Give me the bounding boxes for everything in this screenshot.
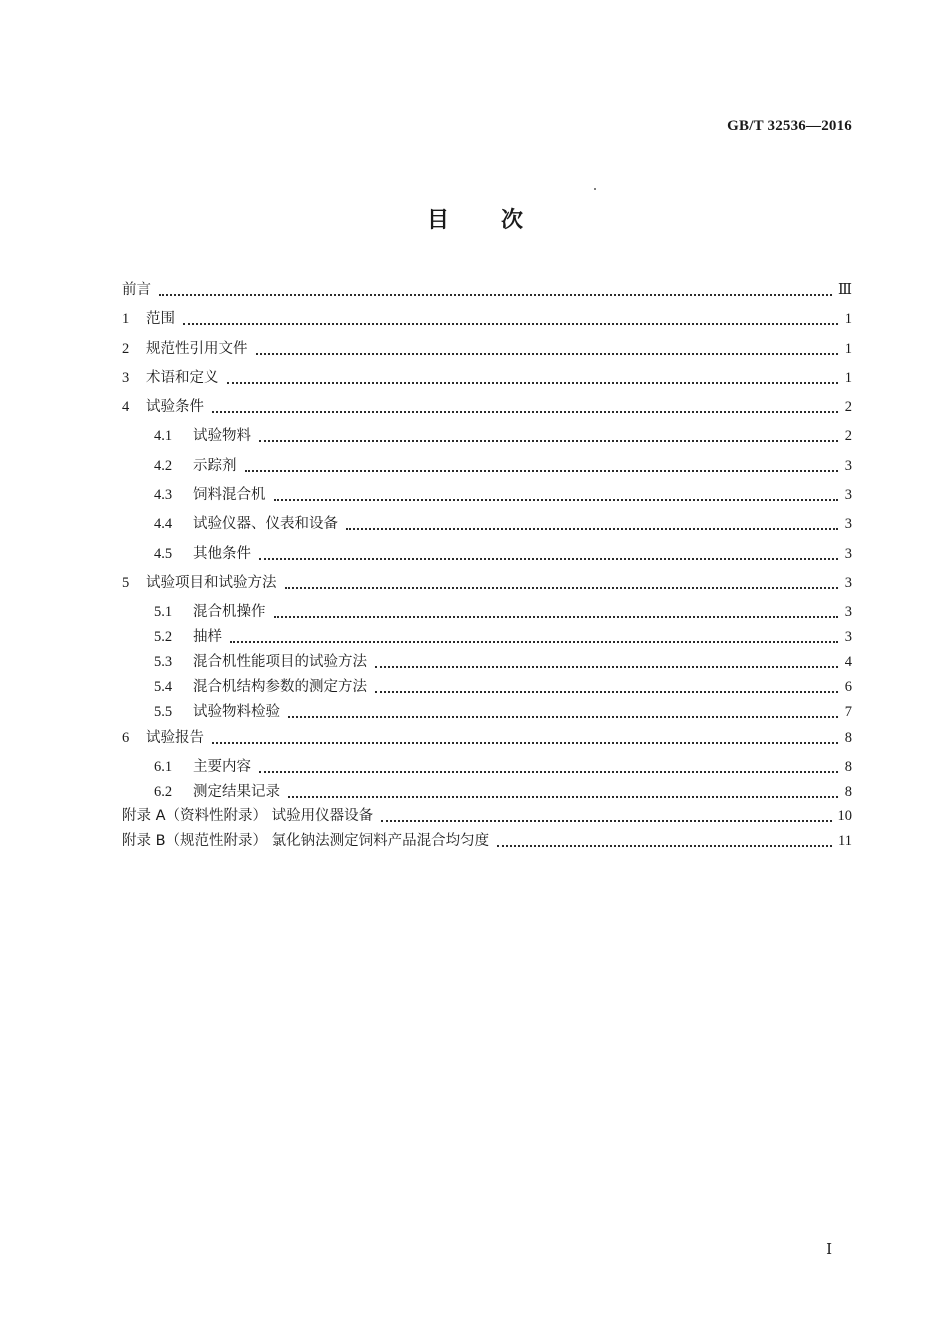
- toc-dot-leader: [159, 292, 832, 296]
- toc-entry-page: 1: [844, 341, 852, 357]
- toc-entry-title: 主要内容: [193, 759, 251, 775]
- toc-dot-leader: [227, 380, 839, 384]
- toc-entry[interactable]: [122, 367, 852, 389]
- toc-entry-title: 测定结果记录: [193, 784, 280, 800]
- scan-speck: [594, 188, 596, 190]
- toc-entry-title: 术语和定义: [146, 370, 219, 386]
- toc-entry-number: 5: [122, 575, 130, 591]
- toc-entry-number: 5.2: [154, 629, 173, 645]
- toc-entry-number: 4.3: [154, 487, 173, 503]
- toc-dot-leader: [183, 321, 838, 325]
- toc-entry-page: 3: [844, 458, 852, 474]
- toc-entry-page: Ⅲ: [838, 282, 852, 298]
- toc-entry-page: 7: [844, 704, 852, 720]
- toc-entry-title: 试验物料检验: [193, 704, 280, 720]
- toc-entry-number: 4.1: [154, 428, 173, 444]
- standard-number: GB/T 32536—2016: [727, 118, 852, 134]
- toc-entry-number: 5.1: [154, 604, 173, 620]
- toc-entry-title: 试验物料: [193, 428, 251, 444]
- toc-entry-page: 3: [844, 575, 852, 591]
- toc-entry[interactable]: [154, 701, 852, 723]
- toc-dot-leader: [259, 769, 838, 773]
- toc-dot-leader: [375, 689, 838, 693]
- toc-dot-leader: [230, 639, 838, 643]
- toc-entry-page: 1: [844, 370, 852, 386]
- toc-entry[interactable]: [122, 396, 852, 418]
- page-number-footer: Ⅰ: [826, 1242, 832, 1258]
- toc-entry-page: 10: [837, 808, 852, 824]
- toc-entry[interactable]: [154, 756, 852, 778]
- toc-dot-leader: [245, 468, 839, 472]
- toc-entry-number: 5.3: [154, 654, 173, 670]
- page-title: 目次: [426, 208, 575, 233]
- toc-entry[interactable]: [122, 830, 852, 852]
- toc-entry-page: 3: [844, 487, 852, 503]
- toc-entry-title: 混合机结构参数的测定方法: [193, 679, 367, 695]
- toc-dot-leader: [212, 740, 838, 744]
- toc-entry-number: 6.2: [154, 784, 173, 800]
- toc-entry-title: 抽样: [193, 629, 222, 645]
- toc-entry-title: 示踪剂: [193, 458, 237, 474]
- toc-entry-number: 5.4: [154, 679, 173, 695]
- toc-dot-leader: [497, 843, 832, 847]
- toc-entry-number: 2: [122, 341, 130, 357]
- toc-entry-title: 范围: [146, 311, 175, 327]
- toc-entry-page: 2: [844, 399, 852, 415]
- toc-dot-leader: [259, 438, 838, 442]
- toc-entry[interactable]: [122, 338, 852, 360]
- toc-entry-title: 混合机性能项目的试验方法: [193, 654, 367, 670]
- toc-entry[interactable]: [122, 572, 852, 594]
- toc-entry[interactable]: [154, 543, 852, 565]
- toc-entry-page: 8: [844, 730, 852, 746]
- toc-entry-page: 3: [844, 629, 852, 645]
- toc-entry-page: 8: [844, 784, 852, 800]
- toc-dot-leader: [274, 614, 839, 618]
- toc-entry-number: 4.4: [154, 516, 173, 532]
- toc-entry-page: 4: [844, 654, 852, 670]
- toc-entry-title: 附录 A（资料性附录） 试验用仪器设备: [122, 808, 374, 824]
- toc-dot-leader: [346, 526, 838, 530]
- toc-entry-number: 6.1: [154, 759, 173, 775]
- toc-dot-leader: [288, 794, 838, 798]
- toc-entry[interactable]: [154, 425, 852, 447]
- toc-entry[interactable]: [154, 651, 852, 673]
- toc-entry-title: 混合机操作: [193, 604, 266, 620]
- toc-entry-page: 3: [844, 546, 852, 562]
- toc-entry-page: 6: [844, 679, 852, 695]
- toc-dot-leader: [212, 409, 838, 413]
- toc-entry-page: 3: [844, 516, 852, 532]
- toc-entry[interactable]: [154, 781, 852, 803]
- toc-entry-title: 其他条件: [193, 546, 251, 562]
- toc-dot-leader: [288, 714, 838, 718]
- toc-entry-title: 附录 B（规范性附录） 氯化钠法测定饲料产品混合均匀度: [122, 833, 490, 849]
- toc-dot-leader: [256, 351, 839, 355]
- toc-entry-title: 试验项目和试验方法: [146, 575, 277, 591]
- toc-entry-title: 试验条件: [146, 399, 204, 415]
- toc-entry[interactable]: [154, 513, 852, 535]
- toc-entry-page: 2: [844, 428, 852, 444]
- toc-entry-number: 5.5: [154, 704, 173, 720]
- toc-entry-page: 3: [844, 604, 852, 620]
- toc-entry[interactable]: [122, 279, 852, 301]
- toc-entry-title: 规范性引用文件: [146, 341, 248, 357]
- toc-dot-leader: [375, 664, 838, 668]
- toc-dot-leader: [381, 818, 831, 822]
- toc-entry[interactable]: [154, 484, 852, 506]
- toc-entry[interactable]: [122, 727, 852, 749]
- toc-entry-number: 6: [122, 730, 130, 746]
- toc-entry-title: 前言: [122, 282, 151, 298]
- toc-entry-number: 4.2: [154, 458, 173, 474]
- toc-entry-number: 4.5: [154, 546, 173, 562]
- toc-entry-number: 3: [122, 370, 130, 386]
- toc-entry-title: 试验报告: [146, 730, 204, 746]
- toc-entry-page: 11: [838, 833, 852, 849]
- toc-entry[interactable]: [122, 805, 852, 827]
- toc-entry[interactable]: [154, 455, 852, 477]
- toc-dot-leader: [285, 585, 839, 589]
- toc-entry-title: 饲料混合机: [193, 487, 266, 503]
- toc-entry-number: 4: [122, 399, 130, 415]
- toc-entry-title: 试验仪器、仪表和设备: [193, 516, 338, 532]
- toc-entry[interactable]: [154, 626, 852, 648]
- toc-dot-leader: [274, 497, 839, 501]
- toc-entry-page: 8: [844, 759, 852, 775]
- toc-entry-page: 1: [844, 311, 852, 327]
- toc-entry[interactable]: [154, 676, 852, 698]
- toc-entry[interactable]: [122, 308, 852, 330]
- toc-entry[interactable]: [154, 601, 852, 623]
- toc-entry-number: 1: [122, 311, 130, 327]
- toc-dot-leader: [259, 556, 838, 560]
